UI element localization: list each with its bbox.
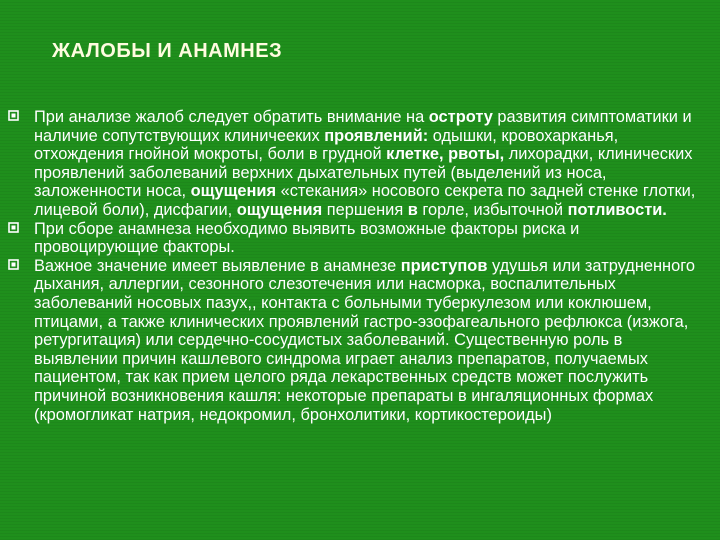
text-span: При анализе жалоб следует обратить внимание на: [34, 108, 429, 126]
text-span: Важное значение имеет выявление в анамнезе: [34, 256, 401, 275]
text-span: першения: [322, 200, 408, 219]
slide-title: ЖАЛОБЫ И АНАМНЕЗ: [52, 40, 283, 62]
slide-content: [8, 108, 708, 424]
bullet-item-complaints: [8, 108, 708, 220]
text-span: удушья или затрудненного дыхания, аллергии, сезонного слезотечения или насморка, воспалительных заболеваний носовых пазух,, контакта с больными туберкулезом или коклюшем, птицами, а также клинических проявлений гастро-эзофагеального рефлюкса (изжога, ретургитация) или сердечно-сосудистых заболеваний. Существенную роль в выявлении причин кашлевого синдрома играет анализ препаратов, получаемых пациентом, так как прием целого ряда лекарственных средств может послужить причиной возникновения кашля: некоторые препараты в ингаляционных формах (кромогликат натрия, недокромил, бронхолитики, кортикостероиды): [34, 256, 695, 424]
square-bullet-icon: [8, 259, 20, 271]
square-bullet-icon: [8, 222, 20, 234]
bold-text-span: ощущения: [190, 182, 277, 201]
text-span: лихорадки, клинических проявлений заболеваний верхних дыхательных путей (выделений из носа, заложенности носа,: [34, 145, 693, 201]
bold-text-span: проявлений:: [324, 126, 429, 145]
text-span: одышки, кровохарканья, отхождения гнойной мокроты, боли в грудной: [34, 126, 619, 164]
bold-text-span: клетке, рвоты,: [386, 145, 505, 164]
text-span: горле, избыточной: [417, 200, 568, 219]
text-span: При сборе анамнеза необходимо выявить возможные факторы риска и провоцирующие факторы.: [34, 219, 580, 257]
text-span: развития симптоматики и наличие сопутствующих клиничееких: [34, 108, 692, 145]
bullet-item-anamnesis: [8, 220, 708, 257]
bold-text-span: потливости.: [567, 200, 667, 219]
bold-text-span: остроту: [428, 108, 493, 126]
bullet-item-history: [8, 257, 708, 424]
square-bullet-icon: [8, 110, 20, 122]
text-span: «стекания» носового секрета по задней стенке глотки, лицевой боли), дисфагии,: [34, 182, 696, 219]
bold-text-span: в: [407, 200, 418, 219]
bold-text-span: приступов: [400, 256, 488, 275]
bold-text-span: ощущения: [236, 200, 323, 219]
